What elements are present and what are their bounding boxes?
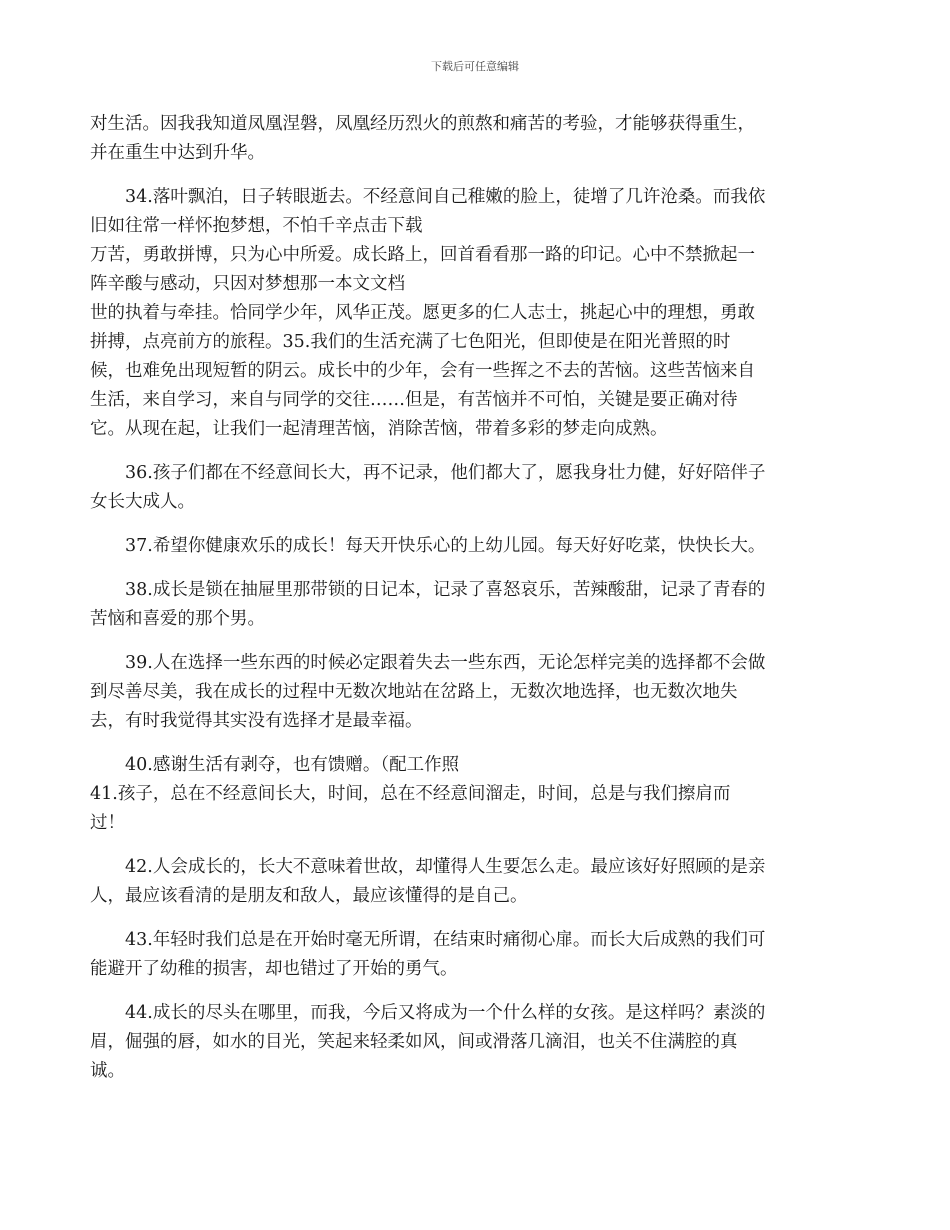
paragraph-line: 世的执着与牵挂。恰同学少年，风华正茂。愿更多的仁人志士，挑起心中的理想，勇敢 <box>90 303 755 323</box>
paragraph-line: 34.落叶飘泊，日子转眼逝去。不经意间自己稚嫩的脸上，徒增了几许沧桑。而我依 <box>125 187 766 207</box>
paragraph-line: 36.孩子们都在不经意间长大，再不记录，他们都大了，愿我身壮力健，好好陪伴子 <box>125 463 766 483</box>
paragraph-line: 39.人在选择一些东西的时候必定跟着失去一些东西，无论怎样完美的选择都不会做 <box>125 653 766 673</box>
paragraph-line: 能避开了幼稚的损害，却也错过了开始的勇气。 <box>90 959 458 979</box>
paragraph-line: 40.感谢生活有剥夺，也有馈赠。（配工作照 <box>125 755 460 775</box>
paragraph-line: 42.人会成长的，长大不意味着世故，却懂得人生要怎么走。最应该好好照顾的是亲 <box>125 857 766 877</box>
paragraph-line: 43.年轻时我们总是在开始时毫无所谓，在结束时痛彻心扉。而长大后成熟的我们可 <box>125 930 766 950</box>
paragraph-line: 44.成长的尽头在哪里，而我，今后又将成为一个什么样的女孩。是这样吗？素淡的 <box>125 1003 766 1023</box>
paragraph-line: 它。从现在起，让我们一起清理苦恼，消除苦恼，带着多彩的梦走向成熟。 <box>90 419 668 439</box>
paragraph-line: 苦恼和喜爱的那个男。 <box>90 609 265 629</box>
paragraph-line: 生活，来自学习，来自与同学的交往……但是，有苦恼并不可怕，关键是要正确对待 <box>90 390 738 410</box>
paragraph-line: 眉，倔强的唇，如水的目光，笑起来轻柔如风，间或滑落几滴泪，也关不住满腔的真 <box>90 1032 738 1052</box>
paragraph-line: 对生活。因我我知道凤凰涅磐，凤凰经历烈火的煎熬和痛苦的考验，才能够获得重生， <box>90 114 755 134</box>
paragraph-line: 旧如往常一样怀抱梦想，不怕千辛点击下载 <box>90 216 423 236</box>
paragraph-line: 并在重生中达到升华。 <box>90 143 265 163</box>
paragraph-line: 到尽善尽美，我在成长的过程中无数次地站在岔路上，无数次地选择，也无数次地失 <box>90 682 738 702</box>
paragraph-line: 阵辛酸与感动，只因对梦想那一本文文档 <box>90 274 405 294</box>
paragraph-line: 诚。 <box>90 1061 125 1081</box>
paragraph-line: 女长大成人。 <box>90 492 195 512</box>
paragraph-line: 去，有时我觉得其实没有选择才是最幸福。 <box>90 711 423 731</box>
paragraph-line: 38.成长是锁在抽屉里那带锁的日记本，记录了喜怒哀乐，苦辣酸甜，记录了青春的 <box>125 580 766 600</box>
paragraph-line: 万苦，勇敢拼博，只为心中所爱。成长路上，回首看看那一路的印记。心中不禁掀起一 <box>90 245 755 265</box>
document-body <box>90 110 865 1086</box>
paragraph-line: 37.希望你健康欢乐的成长！每天开快乐心的上幼儿园。每天好好吃菜，快快长大。 <box>125 536 766 556</box>
paragraph-line: 拼搏，点亮前方的旅程。35.我们的生活充满了七色阳光，但即使是在阳光普照的时 <box>90 332 731 352</box>
paragraph-line: 过！ <box>90 813 125 833</box>
paragraph-line: 候，也难免出现短暂的阴云。成长中的少年，会有一些挥之不去的苦恼。这些苦恼来自 <box>90 361 755 381</box>
paragraph-line: 人，最应该看清的是朋友和敌人，最应该懂得的是自己。 <box>90 886 528 906</box>
page-header: 下载后可任意编辑 <box>431 60 519 73</box>
paragraph-line: 41.孩子，总在不经意间长大，时间，总在不经意间溜走，时间，总是与我们擦肩而 <box>90 784 731 804</box>
